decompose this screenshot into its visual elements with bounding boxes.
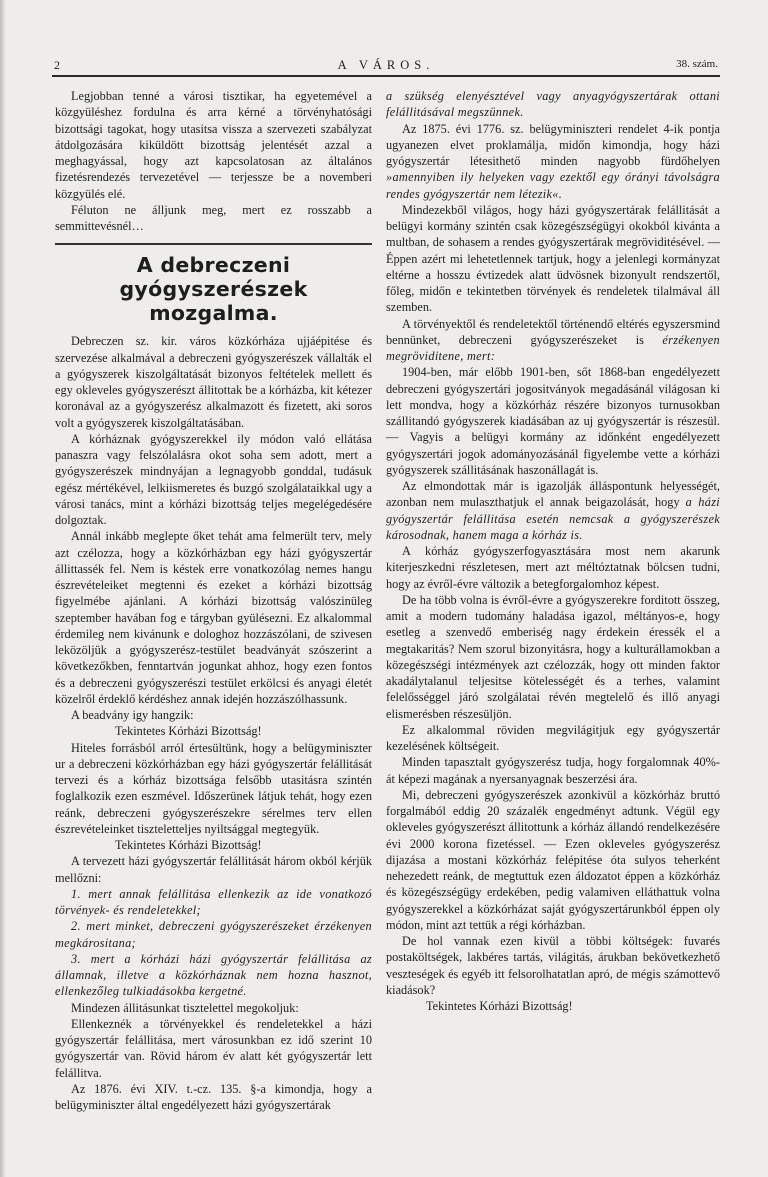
paragraph [55,723,372,739]
paragraph [55,707,372,723]
scan-edge [0,0,6,1177]
text-run: Ez alkalommal röviden megvilágitjuk egy gyógyszertár kezelésének költségeit. [386,722,720,753]
paragraph [55,837,372,853]
paragraph [386,998,720,1014]
text-run: A kórház gyógyszerfogyasztására most nem akarunk kiterjeszkedni részletesen, mert azt méltóztatnak bölcsen tudni, hogy az évről-évre változik a betegforgalomhoz képest. [386,544,720,591]
italic-text: 3. mert a kórházi házi gyógyszertár felállitása az államnak, illetve a közkórháznak nem hozna hasznot, ellenkezőleg tulkiadásokba kergetné. [55,951,372,999]
text-run: Tekintetes Kórházi Bizottság! [115,838,262,852]
text-run: Az 1875. évi 1776. sz. belügyminiszteri rendelet 4-ik pontja ugyanezen elvet proklamálja, midőn kimondja, hogy házi gyógyszertár létesithető minden nagyobb fürdőhelyen [386,121,720,168]
previous-article [55,88,372,234]
paragraph [55,1016,372,1081]
text-run: Minden tapasztalt gyógyszerész tudja, hogy forgalomnak 40%-át képezi magának a nyersanyagnak beszerzési ára. [386,755,720,786]
italic-text: 2. mert minket, debreczeni gyógyszerészeket érzékenyen megkárositana; [55,919,372,950]
text-run: De ha több volna is évről-évre a gyógyszerekre forditott összeg, amit a modern tudomány haladása igazol, méltányos-e, hogy esetleg a szenvedő emberiség nagy érdekein éressék el a megtakaritás? Nem szorul bizonyitásra, hogy a kulturállamokban a közegészségi intézmények azt czélozzák, hogy ott minden faktor akadálytalanul teljesitse kötelességét és a terhes, valamint felelősséggel járó szolgálatai révén megtelelő és illő anyagi elismerésben részesüljön. [386,592,720,721]
paragraph [55,1081,372,1114]
paragraph [55,88,372,202]
section-divider [55,243,372,245]
paragraph [386,364,720,478]
text-run: De hol vannak ezen kivül a többi költségek: fuvarés postaköltségek, lakbéres tartás, világitás, árukban bekövetkezhető veszteségek és egyéb itt felsorolhatatlan apró, de mégis számottevő kiadások? [386,934,720,997]
italic-text: 1. mert annak felállitása ellenkezik az ide vonatkozó törvények- és rendeletekkel; [55,886,372,917]
text-run: A törvényektől és rendeletektől történendő eltérés egyszersmind bennünket, debreczeni gyógyszerészeket is [386,316,720,347]
paragraph [386,202,720,316]
paragraph [386,722,720,755]
paragraph [386,121,720,202]
text-run: Tekintetes Kórházi Bizottság! [115,724,262,739]
paragraph [386,933,720,998]
paragraph [386,787,720,933]
paragraph [386,88,720,121]
paragraph [55,853,372,886]
paragraph [386,478,720,543]
text-run: 1904-ben, már előbb 1901-ben, sőt 1868-ban engedélyezett debreczeni gyógyszertári jogositványok megadásánál világosan ki lett mondva, hogy a közkórház részére bizonyos turnusokban szállitandó gyógyszerek kiadásában az uj gyógyszertár is részesül. — Vagyis a belügyi kormány az időnként engedélyezett gyógyszertári jogok adományozásánál figyelembe vette a kórházi gyógyszerek szállitásának haszonállagát is. [386,365,720,477]
text-run: Legjobban tenné a városi tisztikar, ha egyetemével a közgyüléshez fordulna és arra kérné a törvényhatósági bizottsági tagokat, hogy utasitsa vissza a szervezeti szabályzat átdolgozására kiküldött bizottság jelentését azzal a meghagyással, hogy azt kapcsolatosan az általános fizetésrendezés tervezetével — terjessze be a novemberi közgyülés elé. [55,89,372,201]
text-run: Mindezekből világos, hogy házi gyógyszertárak felállitását a belügyi kormány szintén csak közegészségügyi okokból kivánta a multban, de sohasem a rendes gyógyszertárak megröviditésével. — Éppen azért mi lehetetlennek tartjuk, hogy a jelenlegi kormányzat eltérne a hosszu évtizedek alatt üdvösnek bizonyult rendszertől, főleg, midőn e tekintetben törvények és rendeletek tilalmával áll szemben. [386,202,720,315]
left-column [55,88,372,1113]
text-run: Tekintetes Kórházi Bizottság! [426,999,573,1013]
paragraph [55,528,372,707]
page-header [52,58,720,74]
text-run: Annál inkább meglepte őket tehát ama felmerült terv, mely azt czélozza, hogy a közkórházban egy házi gyógyszertár állittassék fel. Nem is késtek erre vonatkozólag nemes hangu észrevételeiket megtenni és ezeket a kórházi bizottság figyelmébe ajánlani. A kórházi bizottság valószinüleg szeptember havában fog e tárgyban gyülésezni. Ez alkalommal érdemileg nem kivánunk e dologhoz hozzászólani, de szivesen leközöljük a gyógyszerész-testület beadványát szószerint a következőkben, fenntartván jogunkat ahhoz, hogy ezen fontos és a debreczeni gyógyszerészi testület erkölcsi és anyagi életét közelről érdeklő kérdéshez annak idején hozzászólhassunk. [55,529,372,706]
page-number: 2 [54,58,60,72]
italic-text: a szükség elenyésztével vagy anyagyógyszertárak ottani felállitásával megszünnek. [386,89,720,120]
paragraph [386,592,720,722]
paragraph [55,918,372,951]
italic-text: »amennyiben ily helyeken vagy ezektől egy órányi távolságra rendes gyógyszertár nem létezik«. [386,170,720,201]
newspaper-title: A VÁROS. [337,58,435,72]
paragraph [386,543,720,592]
text-run: Féluton ne álljunk meg, mert ez rosszabb a semmittevésnél… [55,202,372,233]
text-run: Mindezen állitásunkat tisztelettel megokoljuk: [71,1000,299,1015]
italic-text: érzékenyen megröviditene, mert: [386,332,720,363]
paragraph [55,202,372,235]
paragraph [55,740,372,838]
article-body-right [386,88,720,1014]
text-run: Debreczen sz. kir. város közkórháza ujjáépitése és szervezése alkalmával a debreczeni gyógyszerészek vállalták el a gyógyszerek kiszolgáltatását bizonyos feltételek mellett és egy okleveles gyógyszerészt állitottak be a kórházba, kit kétezer koronával az a gyógyszerész alkalmazott és fizetett, aki soros volt a gyógyszerek kiszolgáltatásában. [55,334,372,430]
italic-text: a házi gyógyszertár felállitása esetén nemcsak a gyógyszerészek károsodnak, hanem maga a kórház is. [386,495,720,542]
text-run: Az 1876. évi XIV. t.-cz. 135. §-a kimondja, hogy a belügyminiszter által engedélyezett házi gyógyszertárak [55,1081,372,1112]
paragraph [55,333,372,431]
article-body-left [55,333,372,1113]
text-run: A tervezett házi gyógyszertár felállitását három okból kérjük mellőzni: [55,854,372,885]
text-run: Ellenkeznék a törvényekkel és rendeletekkel a házi gyógyszertár felállitása, mert városunkban ez idő szerint 10 gyógyszertár van. Rövid három év alatt két gyógyszertár lett felállitva. [55,1016,372,1080]
right-column [386,88,720,1014]
paragraph [55,1000,372,1016]
paragraph [55,431,372,529]
text-run: A kórháznak gyógyszerekkel ily módon való ellátása panaszra vagy felszólalásra okot soha sem adott, mert a gyógyszerészek mindnyájan a legnagyobb gonddal, tudásuk egész mértékével, lelkiismeretes és buzgó szolgálataikkal ugy a városi tanács, mint a kórházi bizottság teljes megelégedésére dolgoztak. [55,431,372,527]
paragraph [386,754,720,787]
paragraph [55,886,372,919]
text-run: Az elmondottak már is igazolják álláspontunk helyességét, azonban nem mulaszthatjuk el annak beigazolását, hogy [386,479,720,510]
text-run: A beadvány igy hangzik: [71,708,194,722]
paragraph [386,316,720,365]
header-rule [52,75,720,77]
text-run: Mi, debreczeni gyógyszerészek azonkivül a közkórház bruttó forgalmából eddig 20 százalék engedményt adtunk. Végül egy okleveles gyógyszerészt állitottunk a kórház állandó rendelkezésére évi 2000 korona fizetéssel. — Ezen okleveles gyógyszerész dijazása a mostani közkórház felépitése óta sulyos teherként nehezedett reánk, de megtuttuk ezen áldozatot éppen a közkórház és közegészségügy erdekében, pedig valamiven elláthattuk volna gyógyszerekkel a közkórházat saját gyógyszertárunkból éppen oly módon, mint azt tettük a régi kórházban. [386,787,720,932]
issue-number: 38. szám. [676,58,718,70]
paragraph [55,951,372,1000]
article-heading: A debreczeni gyógyszerészek mozgalma. [119,253,308,326]
text-run: Hiteles forrásból arról értesültünk, hogy a belügyminiszter ur a debreczeni közkórházban egy házi gyógyszertár felállitását tervezi és a kórház bizottsága felsőbb utasitásra szintén foglalkozik ezen eszmével. Időszerünek látjuk tehát, hogy ezen reánk, debreczeni gyógyszerészekre sérelmes terv ellen észrevételeinket tiszteletteljes nyiltsággal megtegyük. [55,740,372,836]
